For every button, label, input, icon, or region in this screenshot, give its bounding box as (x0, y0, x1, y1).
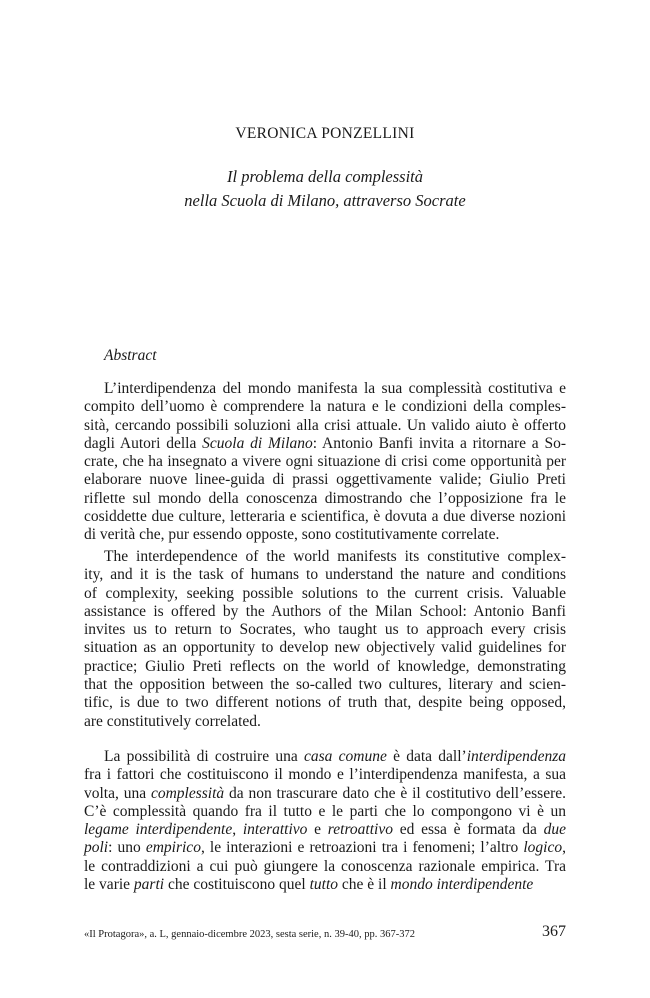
italic-text: poli (84, 839, 109, 857)
italic-text: empirico (145, 839, 201, 857)
text-line (84, 839, 566, 857)
text-line: tific, is due to two different notions of truth that, despite being opposed, (84, 694, 566, 712)
text-line: di verità che, pur essendo opposte, sono costitutivamente correlate. (84, 526, 500, 544)
italic-text: due (543, 821, 566, 839)
italic-text: tutto (309, 876, 338, 894)
abstract-heading: Abstract (104, 347, 157, 364)
text-run: dagli Autori della (84, 434, 203, 452)
italic-text: Scuola di Milano (202, 434, 313, 452)
text-run: che è il (338, 876, 391, 894)
text-line: situation as an opportunity to develop new objectively valid guidelines for (84, 639, 566, 657)
italic-text: interdipendenza (466, 748, 566, 765)
text-line: of complexity, seeking possible solutions to the current crisis. Valuable (84, 584, 566, 602)
text-line (84, 876, 566, 894)
text-line: invites us to return to Socrates, who taught us to approach every crisis (84, 621, 566, 639)
italic-text: casa comune (303, 748, 387, 765)
title-line-2: nella Scuola di Milano, attraverso Socrate (184, 191, 466, 210)
text-line (84, 748, 566, 766)
text-line: cosiddette due culture, letteraria e scientifica, è dovuta a due diverse nozioni (84, 508, 566, 526)
italic-text: interattivo (242, 821, 308, 839)
italic-text: legame interdipendente (84, 821, 233, 839)
text-line: The interdependence of the world manifests its constitutive complex- (104, 548, 566, 565)
text-run: , (232, 821, 243, 839)
text-line: L’interdipendenza del mondo manifesta la sua complessità costitutiva e (104, 380, 566, 397)
text-line: that the opposition between the so-called two cultures, literary and scien- (84, 676, 566, 694)
text-line: fra i fattori che costituiscono il mondo e l’interdipendenza manifesta, a sua (84, 766, 566, 784)
title-line-1: Il problema della complessità (227, 167, 423, 186)
citation-footer: «Il Protagora», a. L, gennaio-dicembre 2023, sesta serie, n. 39-40, pp. 367-372 (84, 929, 415, 940)
article-title (0, 165, 650, 213)
text-line: C’è complessità quando fra il tutto e le parti che lo compongono vi è un (84, 802, 566, 820)
text-line: crate, che ha insegnato a vivere ogni situazione di crisi come opportunità per (84, 453, 566, 471)
text-line: are constitutively correlated. (84, 712, 261, 730)
text-line (84, 785, 566, 803)
text-line: ity, and it is the task of humans to understand the nature and conditions (84, 566, 566, 584)
author-name: VERONICA PONZELLINI (235, 125, 415, 142)
text-run: da non trascurare dato che è il costitutivo dell’essere. (224, 784, 567, 802)
text-line (84, 435, 566, 453)
text-run: : uno (108, 839, 146, 857)
text-run: , (562, 839, 566, 857)
text-run: , le interazioni e retroazioni tra i fenomeni; l’altro (200, 839, 524, 857)
text-run: ed essa è formata da (392, 821, 544, 839)
text-line: practice; Giulio Preti reflects on the world of knowledge, demonstrating (84, 657, 566, 675)
text-run: volta, una (84, 784, 151, 802)
text-run: è data dall’ (386, 748, 467, 765)
italic-text: logico (523, 839, 563, 857)
italic-text: retroattivo (327, 821, 393, 839)
text-line (84, 821, 566, 839)
text-run: e (307, 821, 328, 839)
body-paragraph (84, 748, 566, 894)
abstract-english (84, 548, 566, 731)
page-number: 367 (542, 923, 566, 940)
italic-text: complessità (150, 784, 225, 802)
text-run: le varie (84, 876, 134, 894)
text-line: compito dell’uomo è comprendere la natura e le condizioni della comples- (84, 398, 566, 416)
abstract-italian (84, 380, 566, 545)
text-line: riflette sul mondo della conoscenza dimostrando che l’opposizione fra le (84, 489, 566, 507)
text-line: elaborare nuove linee-guida di prassi oggettivamente valide; Giulio Preti (84, 471, 566, 489)
text-run: : Antonio Banfi invita a ritornare a So- (312, 434, 567, 452)
italic-text: parti (133, 876, 165, 894)
text-line: assistance is offered by the Authors of the Milan School: Antonio Banfi (84, 602, 566, 620)
text-run: La possibilità di costruire una (104, 748, 304, 765)
text-run: che costituiscono quel (164, 876, 310, 894)
text-line: le contraddizioni a cui può giungere la conoscenza razionale empirica. Tra (84, 857, 566, 875)
text-line: sità, cercando possibili soluzioni alla crisi attuale. Un valido aiuto è offerto (84, 416, 566, 434)
italic-text: mondo interdipendente (390, 876, 534, 894)
